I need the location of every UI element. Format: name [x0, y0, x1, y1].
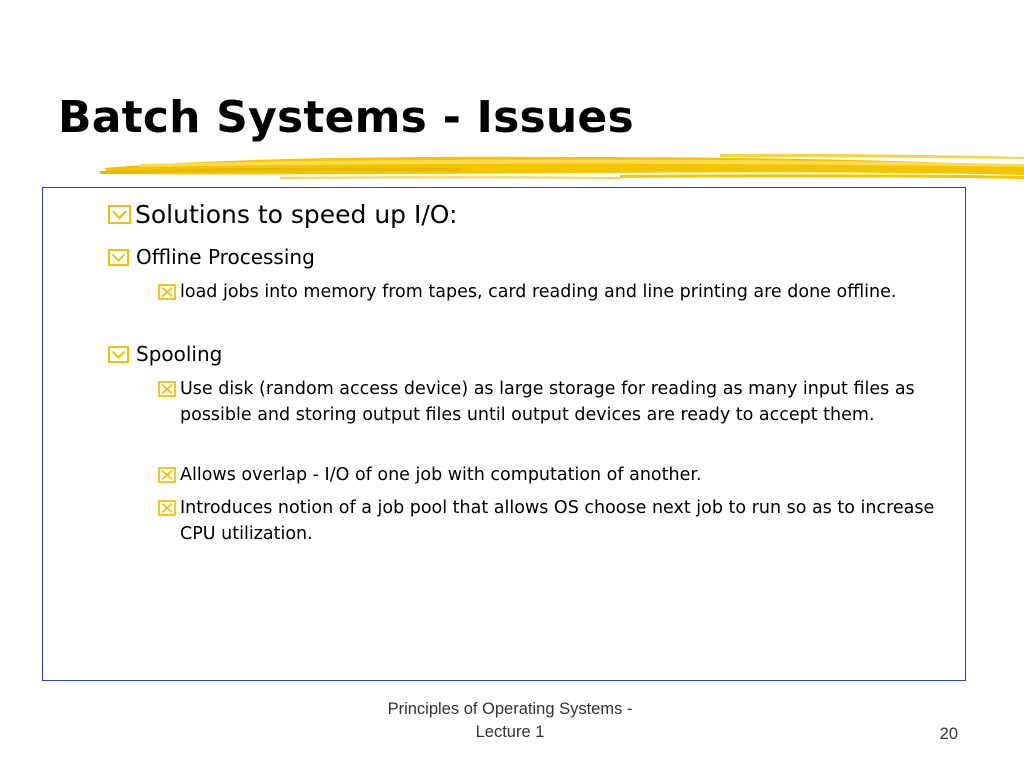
footer-line-1: Principles of Operating Systems - [387, 700, 633, 718]
sub-bullet-spooling-2 [158, 462, 950, 488]
sub-bullet-text: Introduces notion of a job pool that allows OS choose next job to run so as to increase CPU utilization. [180, 498, 935, 544]
sub-bullet-offline-1 [158, 279, 950, 305]
checkbox-x-icon [158, 500, 176, 516]
bullet-text: Offline Processing [136, 245, 315, 269]
bullet-spooling [108, 340, 222, 368]
bullet-solutions [108, 199, 457, 231]
sub-bullet-text: load jobs into memory from tapes, card reading and line printing are done offline. [180, 282, 897, 302]
checkbox-x-icon [158, 467, 176, 483]
brush-stroke-divider [100, 148, 1024, 188]
bullet-text: Spooling [136, 342, 223, 366]
footer-line-2: Lecture 1 [475, 723, 545, 741]
page-number: 20 [939, 725, 958, 743]
checkbox-check-icon [108, 205, 131, 224]
sub-bullet-spooling-3 [158, 495, 950, 547]
checkbox-x-icon [158, 284, 176, 300]
bullet-text: Solutions to speed up I/O: [135, 200, 458, 229]
checkbox-check-icon [108, 346, 129, 363]
checkbox-check-icon [108, 249, 129, 266]
checkbox-x-icon [158, 381, 176, 397]
sub-bullet-text: Use disk (random access device) as large storage for reading as many input files as possible and storing output files until output devices are ready to accept them. [180, 379, 915, 425]
sub-bullet-spooling-1 [158, 376, 950, 428]
sub-bullet-text: Allows overlap - I/O of one job with computation of another. [180, 465, 702, 485]
footer-course-title [330, 698, 690, 744]
slide-title: Batch Systems - Issues [58, 92, 634, 143]
bullet-offline-processing [108, 243, 315, 271]
